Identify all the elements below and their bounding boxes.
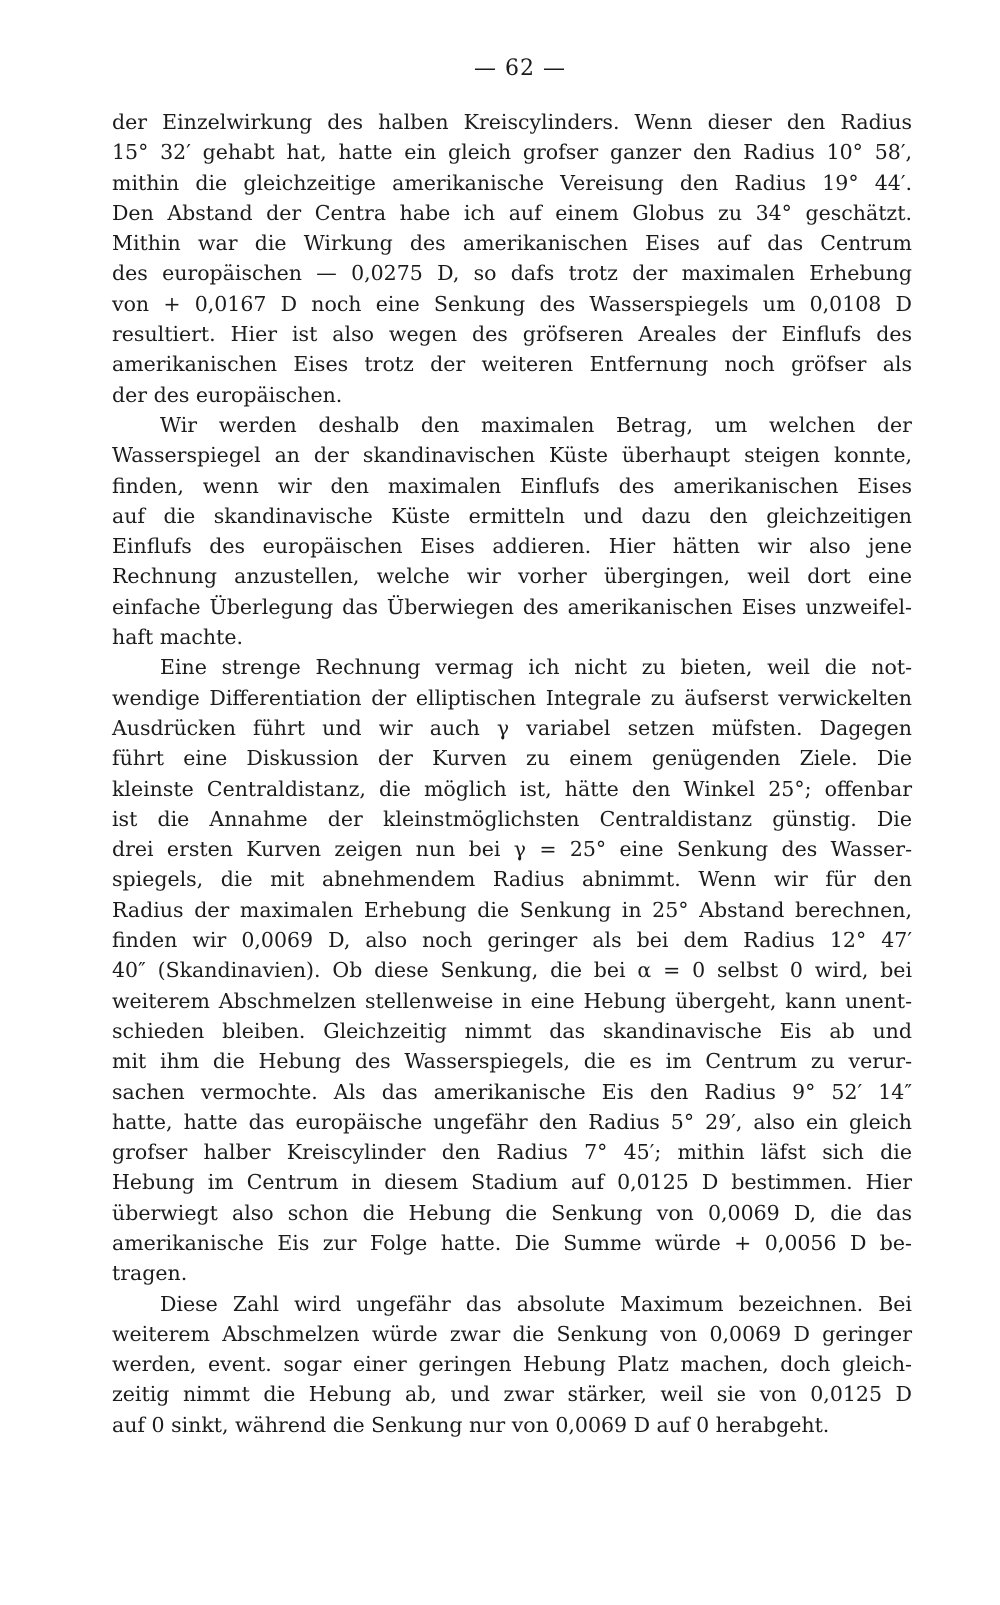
text-line: Einflufs des europäischen Eises addieren. Hier hätten wir also jene — [112, 534, 912, 559]
text-line: hatte, hatte das europäische ungefähr den Radius 5° 29′, also ein gleich — [112, 1109, 912, 1134]
text-line: werden, event. sogar einer geringen Hebung Platz machen, doch gleich- — [112, 1352, 912, 1377]
text-line: finden, wenn wir den maximalen Einflufs des amerikanischen Eises — [112, 473, 912, 498]
text-line: amerikanischen Eises trotz der weiteren Entfernung noch gröfser als — [112, 352, 912, 377]
text-line: ist die Annahme der kleinstmöglichsten Centraldistanz günstig. Die — [112, 806, 912, 831]
text-line: drei ersten Kurven zeigen nun bei γ = 25° eine Senkung des Wasser- — [112, 837, 912, 862]
text-line: Radius der maximalen Erhebung die Senkung in 25° Abstand berechnen, — [112, 897, 912, 922]
text-line: Den Abstand der Centra habe ich auf einem Globus zu 34° geschätzt. — [112, 200, 912, 225]
text-line: mit ihm die Hebung des Wasserspiegels, die es im Centrum zu verur- — [112, 1049, 912, 1074]
text-line: sachen vermochte. Als das amerikanische Eis den Radius 9° 52′ 14″ — [112, 1079, 912, 1104]
paragraph — [112, 1289, 912, 1440]
text-line: schieden bleiben. Gleichzeitig nimmt das skandinavische Eis ab und — [112, 1018, 912, 1043]
text-line: Rechnung anzustellen, welche wir vorher übergingen, weil dort eine — [112, 564, 912, 589]
text-line: Diese Zahl wird ungefähr das absolute Maximum bezeichnen. Bei — [160, 1291, 912, 1316]
text-line: resultiert. Hier ist also wegen des gröfseren Areales der Einflufs des — [112, 322, 912, 347]
text-line: haft machte. — [112, 625, 243, 650]
text-line: Eine strenge Rechnung vermag ich nicht zu bieten, weil die not- — [160, 655, 912, 680]
text-line: Hebung im Centrum in diesem Stadium auf 0,0125 D bestimmen. Hier — [112, 1170, 912, 1195]
text-line: führt eine Diskussion der Kurven zu einem genügenden Ziele. Die — [112, 746, 912, 771]
text-line: Wasserspiegel an der skandinavischen Küste überhaupt steigen konnte, — [112, 443, 912, 468]
text-line: Mithin war die Wirkung des amerikanischen Eises auf das Centrum — [112, 231, 912, 256]
text-line: des europäischen — 0,0275 D, so dafs trotz der maximalen Erhebung — [112, 261, 912, 286]
body-text — [112, 107, 912, 1440]
text-line: finden wir 0,0069 D, also noch geringer als bei dem Radius 12° 47′ — [112, 928, 912, 953]
text-line: zeitig nimmt die Hebung ab, und zwar stärker, weil sie von 0,0125 D — [112, 1382, 912, 1407]
text-line: kleinste Centraldistanz, die möglich ist, hätte den Winkel 25°; offenbar — [112, 776, 912, 801]
text-line: grofser halber Kreiscylinder den Radius 7° 45′; mithin läfst sich die — [112, 1140, 912, 1165]
text-line: tragen. — [112, 1261, 188, 1286]
text-line: auf 0 sinkt, während die Senkung nur von 0,0069 D auf 0 herabgeht. — [112, 1412, 830, 1437]
text-line: 40″ (Skandinavien). Ob diese Senkung, die bei α = 0 selbst 0 wird, bei — [112, 958, 912, 983]
text-line: der des europäischen. — [112, 382, 343, 407]
paragraph — [112, 652, 912, 1288]
text-line: Wir werden deshalb den maximalen Betrag, um welchen der — [160, 412, 912, 437]
text-line: Ausdrücken führt und wir auch γ variabel setzen müfsten. Dagegen — [112, 715, 912, 740]
text-line: einfache Überlegung das Überwiegen des amerikanischen Eises unzweifel- — [112, 594, 912, 619]
text-line: weiterem Abschmelzen stellenweise in eine Hebung übergeht, kann unent- — [112, 988, 912, 1013]
text-line: spiegels, die mit abnehmendem Radius abnimmt. Wenn wir für den — [112, 867, 912, 892]
text-line: wendige Differentiation der elliptischen Integrale zu äufserst verwickelten — [112, 685, 912, 710]
text-line: von + 0,0167 D noch eine Senkung des Wasserspiegels um 0,0108 D — [112, 291, 912, 316]
paragraph — [112, 107, 912, 410]
text-line: mithin die gleichzeitige amerikanische Vereisung den Radius 19° 44′. — [112, 170, 912, 195]
text-line: der Einzelwirkung des halben Kreiscylinders. Wenn dieser den Radius — [112, 110, 912, 134]
text-line: amerikanische Eis zur Folge hatte. Die Summe würde + 0,0056 D be- — [112, 1230, 912, 1255]
text-line: weiterem Abschmelzen würde zwar die Senkung von 0,0069 D geringer — [112, 1321, 912, 1346]
page-number: — 62 — — [474, 56, 566, 81]
text-line: auf die skandinavische Küste ermitteln und dazu den gleichzeitigen — [112, 503, 912, 528]
paragraph — [112, 410, 912, 652]
text-line: überwiegt also schon die Hebung die Senkung von 0,0069 D, die das — [112, 1200, 912, 1225]
text-line: 15° 32′ gehabt hat, hatte ein gleich grofser ganzer den Radius 10° 58′, — [112, 140, 912, 165]
